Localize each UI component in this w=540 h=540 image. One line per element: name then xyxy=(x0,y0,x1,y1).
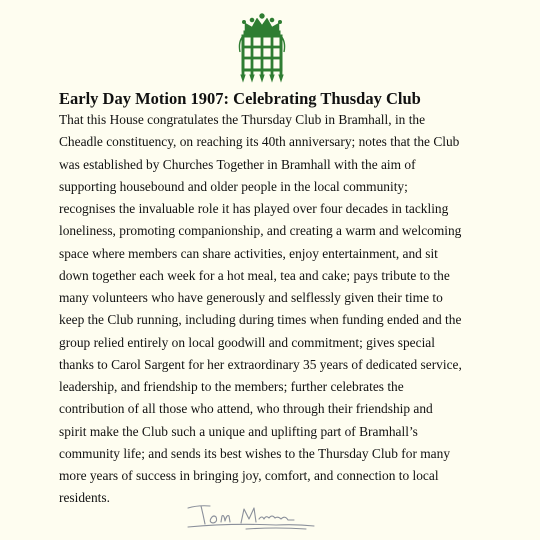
motion-line: many volunteers who have generously and selflessly given their time to xyxy=(59,290,443,305)
motion-line: spirit make the Club such a unique and uplifting part of Bramhall’s xyxy=(59,423,418,439)
motion-line: contribution of all those who attend, who through their friendship and xyxy=(59,401,433,417)
motion-line: That this House congratulates the Thursday Club in Bramhall, in the xyxy=(59,112,426,127)
motion-line: was established by Churches Together in Bramhall with the aim of xyxy=(59,156,416,172)
motion-line: space where members can share activities, enjoy entertainment, and sit xyxy=(59,245,438,261)
motion-line: residents. xyxy=(59,490,110,506)
motion-line: keep the Club running, including during times when funding ended and the xyxy=(59,312,462,328)
motion-line: leadership, and friendship to the members; further celebrates the xyxy=(59,379,404,394)
motion-line: group relied entirely on local goodwill and commitment; gives special xyxy=(59,334,435,350)
motion-title: Early Day Motion 1907: Celebrating Thusday Club xyxy=(59,89,421,108)
signature-mark xyxy=(186,500,318,532)
motion-line: loneliness, promoting companionship, and creating a warm and welcoming xyxy=(59,223,462,239)
motion-line: community life; and sends its best wishes to the Thursday Club for many xyxy=(59,445,451,461)
portcullis-icon xyxy=(235,12,289,84)
motion-line: more years of success in bringing joy, comfort, and connection to local xyxy=(59,468,439,483)
motion-line: thanks to Carol Sargent for her extraordinary 35 years of dedicated service, xyxy=(59,356,462,372)
motion-line: recognises the invaluable role it has played over four decades in tackling xyxy=(59,201,449,216)
motion-line: Cheadle constituency, on reaching its 40th anniversary; notes that the Club xyxy=(59,134,460,150)
motion-line: down together each week for a hot meal, tea and cake; pays tribute to the xyxy=(59,267,450,283)
motion-body xyxy=(59,109,499,510)
motion-line: supporting housebound and older people in the local community; xyxy=(59,178,408,194)
